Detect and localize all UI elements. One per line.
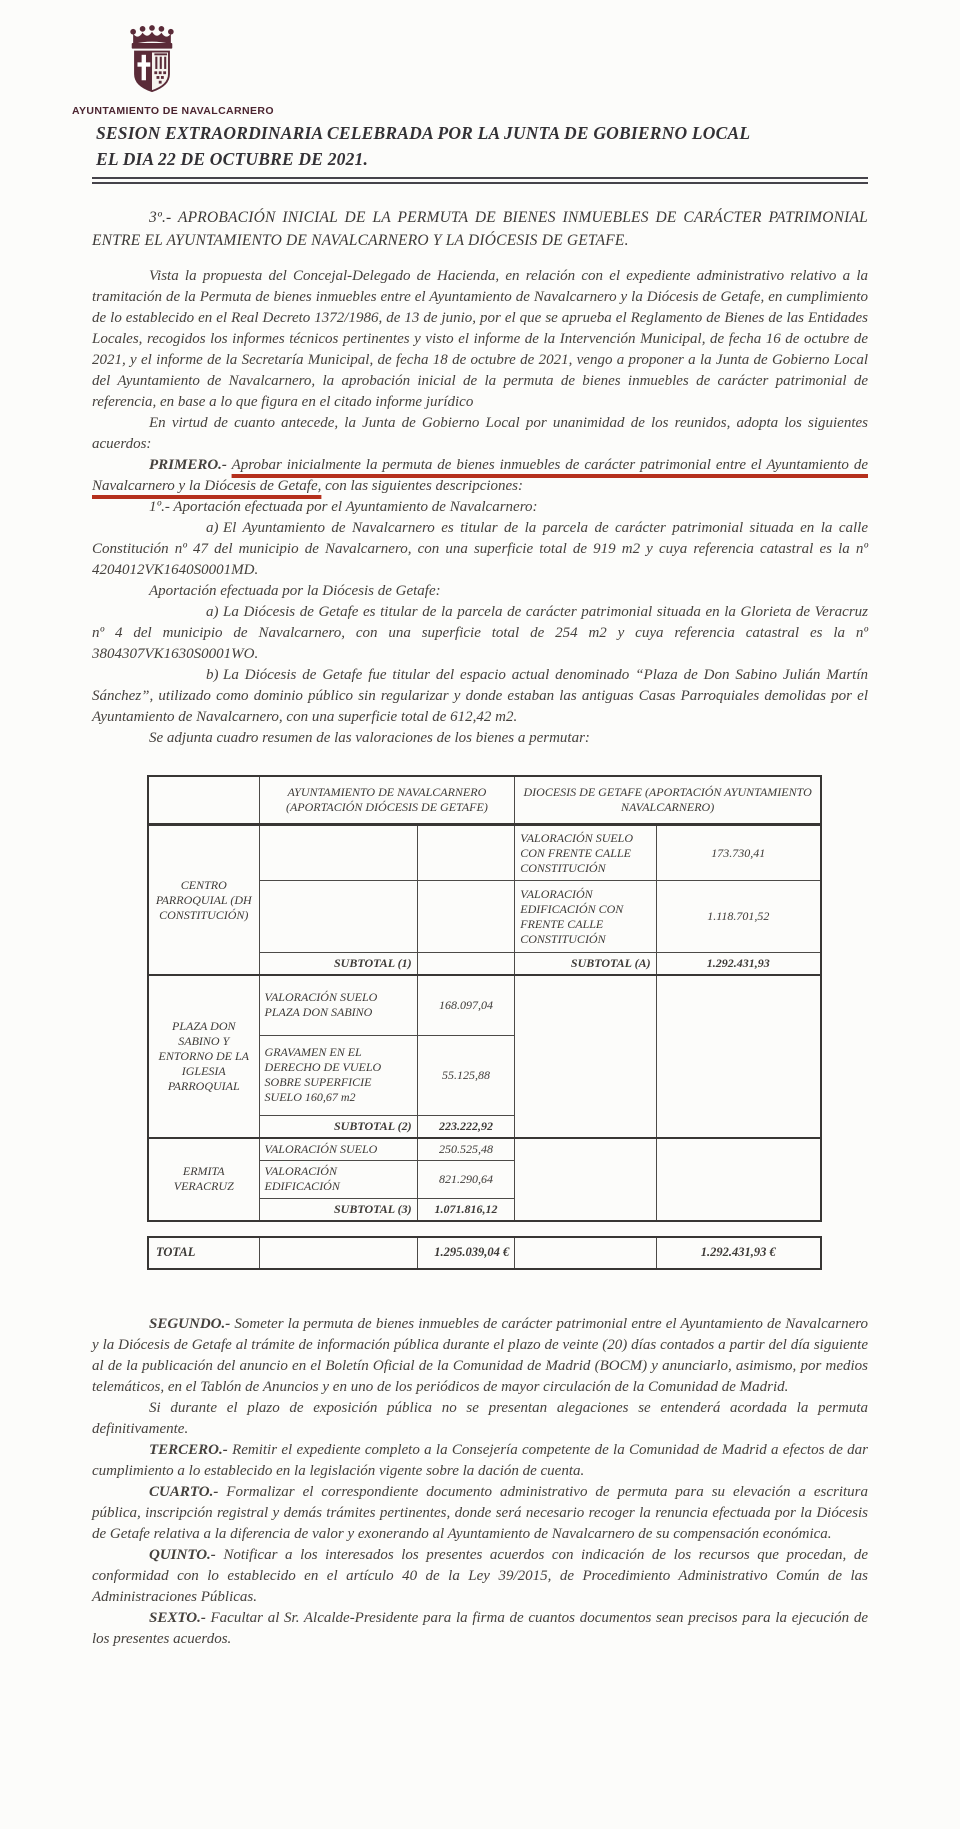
value-cell: 173.730,41 — [656, 825, 821, 881]
table-row — [148, 975, 821, 1035]
subtotal-value-cell: 223.222,92 — [417, 1115, 515, 1138]
acuerdo-segundo-text: Someter la permuta de bienes inmuebles de carácter patrimonial entre el Ayuntamiento de Navalcarnero y la Diócesis de Getafe al trámite de información pública durante el plazo de veinte (20) días contados a partir del día siguiente al de la publicación del anuncio en el Boletín Oficial de la Comunidad de Madrid (BOCM) y anunciarlo, asimismo, por medios telemáticos, en el Tablón de Anuncios y en uno de los periódicos de mayor circulación de la Comunidad de Madrid. — [92, 1315, 869, 1395]
acuerdo-quinto-text: Notificar a los interesados los presentes acuerdos con indicación de los recursos que procedan, de conformidad con lo establecido en el artículo 40 de la Ley 39/2015, de Procedimiento Administrativo Común de las Administraciones Públicas. — [92, 1546, 868, 1605]
row-label-centro-parroquial: CENTRO PARROQUIAL (DH CONSTITUCIÓN) — [148, 825, 259, 976]
item-letter: a) — [206, 520, 219, 536]
total-value-diocesis: 1.292.431,93 € — [656, 1237, 821, 1269]
item-text: El Ayuntamiento de Navalcarnero es titular de la parcela de carácter patrimonial situada en la calle Constitución nº 47 del municipio de Navalcarnero, con una superficie total de 919 m2 y cuya referencia catastral es la nº 4204012VK1640S0001MD. — [92, 520, 868, 578]
table-row — [148, 1138, 821, 1161]
subtotal-value-cell: 1.292.431,93 — [656, 953, 821, 976]
value-cell — [417, 881, 515, 953]
value-cell: 1.118.701,52 — [656, 881, 821, 953]
total-value-ayuntamiento: 1.295.039,04 € — [417, 1237, 515, 1269]
item-text: La Diócesis de Getafe fue titular del espacio actual denominado “Plaza de Don Sabino Julián Martín Sánchez”, utilizado como dominio público sin regularizar y donde estaban las antiguas Casas Parroquiales demolidas por el Ayuntamiento de Navalcarnero, con una superficie total de 612,42 m2. — [92, 667, 868, 725]
col-header-ayuntamiento: AYUNTAMIENTO DE NAVALCARNERO (APORTACIÓN DIÓCESIS DE GETAFE) — [259, 776, 515, 825]
acuerdo-quinto-lead: QUINTO.- — [149, 1546, 216, 1563]
acuerdo-tercero — [92, 1440, 868, 1482]
agenda-item-heading: 3º.- APROBACIÓN INICIAL DE LA PERMUTA DE BIENES INMUEBLES DE CARÁCTER PATRIMONIAL ENTRE EL AYUNTAMIENTO DE NAVALCARNERO Y LA DIÓCESIS DE GETAFE. — [92, 209, 868, 249]
subtotal-label-cell: SUBTOTAL (1) — [259, 953, 417, 976]
empty-cell — [656, 1138, 821, 1221]
table-header-row — [148, 776, 821, 825]
acuerdo-tercero-text: Remitir el expediente completo a la Consejería competente de la Comunidad de Madrid a efectos de dar cumplimiento a lo establecido en la legislación vigente sobre la dación de cuenta. — [92, 1441, 868, 1479]
aportacion-ayuntamiento-title: 1º.- Aportación efectuada por el Ayuntamiento de Navalcarnero: — [149, 499, 538, 515]
session-title — [96, 120, 868, 172]
value-cell: 168.097,04 — [417, 975, 515, 1035]
corner-cell — [148, 776, 259, 825]
acuerdo-sexto-lead: SEXTO.- — [149, 1609, 206, 1626]
municipality-logo — [72, 22, 274, 117]
aportacion-ayuntamiento-item-a — [92, 518, 868, 581]
paragraph-vista-propuesta: Vista la propuesta del Concejal-Delegado de Hacienda, en relación con el expediente administrativo relativo a la tramitación de la Permuta de bienes inmuebles entre el Ayuntamiento de Navalcarnero y la Diócesis de Getafe, en cumplimiento de lo establecido en el Real Decreto 1372/1986, de 13 de junio, por el que se aprueba el Reglamento de Bienes de las Entidades Locales, recogidos los informes técnicos pertinentes y visto el informe de la Intervención Municipal, de fecha 16 de octubre de 2021, y el informe de la Secretaría Municipal, de fecha 18 de octubre de 2021, vengo a proponer a la Junta de Gobierno Local del Ayuntamiento de Navalcarnero, la aprobación inicial de la permuta de bienes inmuebles de carácter patrimonial de referencia, en base a lo que figura en el citado informe jurídico — [92, 268, 868, 410]
acuerdo-segundo — [92, 1314, 868, 1398]
acuerdo-segundo-lead: SEGUNDO.- — [149, 1315, 231, 1332]
subtotal-value-cell: 1.071.816,12 — [417, 1198, 515, 1221]
concept-cell: VALORACIÓN EDIFICACIÓN — [259, 1160, 417, 1198]
total-table — [147, 1236, 822, 1270]
municipal-crest-icon — [119, 22, 185, 103]
subtotal-value-cell — [417, 953, 515, 976]
valuation-table — [147, 775, 822, 1222]
value-cell: 821.290,64 — [417, 1160, 515, 1198]
concept-cell: VALORACIÓN SUELO PLAZA DON SABINO — [259, 975, 417, 1035]
municipality-name: AYUNTAMIENTO DE NAVALCARNERO — [72, 105, 274, 117]
value-cell — [417, 825, 515, 881]
empty-cell — [259, 1237, 417, 1269]
acuerdo-cuarto-lead: CUARTO.- — [149, 1483, 219, 1500]
empty-cell — [515, 1237, 656, 1269]
acuerdo-cuarto — [92, 1482, 868, 1545]
resolutions-section — [92, 1314, 868, 1650]
concept-cell — [259, 881, 417, 953]
session-title-line2: EL DIA 22 DE OCTUBRE DE 2021. — [96, 149, 369, 169]
acuerdo-cuarto-text: Formalizar el correspondiente documento administrativo de permuta para su elevación a escritura pública, inscripción registral y demás trámites pertinentes, donde será necesario recoger la renuncia efectuada por la Diócesis de Getafe relativa a la diferencia de valor y exonerando al Ayuntamiento de Navalcarnero de su compensación económica. — [92, 1483, 868, 1542]
col-header-diocesis: DIOCESIS DE GETAFE (APORTACIÓN AYUNTAMIENTO NAVALCARNERO) — [515, 776, 821, 825]
subtotal-label-cell: SUBTOTAL (3) — [259, 1198, 417, 1221]
acuerdo-primero-lead: PRIMERO.- — [149, 457, 227, 473]
row-label-ermita-veracruz: ERMITA VERACRUZ — [148, 1138, 259, 1221]
acuerdo-primero-underlined-text: Aprobar inicialmente la permuta de bienes inmuebles de carácter patrimonial entre el Ayuntamiento de Navalcarnero y la Diócesis de Getafe, — [92, 457, 868, 494]
value-cell: 55.125,88 — [417, 1035, 515, 1115]
paragraph-se-adjunta: Se adjunta cuadro resumen de las valoraciones de los bienes a permutar: — [149, 730, 590, 746]
aportacion-diocesis-item-a — [92, 602, 868, 665]
acuerdo-primero — [92, 455, 868, 497]
subtotal-label-cell: SUBTOTAL (2) — [259, 1115, 417, 1138]
row-label-plaza-don-sabino: PLAZA DON SABINO Y ENTORNO DE LA IGLESIA PARROQUIAL — [148, 975, 259, 1138]
item-text: La Diócesis de Getafe es titular de la parcela de carácter patrimonial situada en la Glorieta de Veracruz nº 4 del municipio de Navalcarnero, con una superficie total de 254 m2 y cuya referencia catastral es la nº 3804307VK1630S0001WO. — [92, 604, 868, 662]
total-row — [148, 1237, 821, 1269]
subtotal-label-cell: SUBTOTAL (A) — [515, 953, 656, 976]
empty-cell — [515, 1138, 656, 1221]
aportacion-diocesis-title: Aportación efectuada por la Diócesis de Getafe: — [149, 583, 441, 599]
concept-cell: GRAVAMEN EN EL DERECHO DE VUELO SOBRE SUPERFICIE SUELO 160,67 m2 — [259, 1035, 417, 1115]
paragraph-en-virtud: En virtud de cuanto antecede, la Junta de Gobierno Local por unanimidad de los reunidos, adopta los siguientes acuerdos: — [92, 415, 868, 452]
acuerdo-primero-tail: con las siguientes descripciones: — [321, 478, 524, 494]
aportacion-diocesis-item-b — [92, 665, 868, 728]
acuerdo-quinto — [92, 1545, 868, 1608]
session-title-line1: SESION EXTRAORDINARIA CELEBRADA POR LA JUNTA DE GOBIERNO LOCAL — [96, 123, 751, 143]
acuerdo-sexto-text: Facultar al Sr. Alcalde-Presidente para la firma de cuantos documentos sean precisos para la ejecución de los presentes acuerdos. — [92, 1609, 868, 1647]
title-double-rule — [92, 177, 868, 184]
acuerdo-sexto — [92, 1608, 868, 1650]
concept-cell: VALORACIÓN SUELO — [259, 1138, 417, 1161]
value-cell: 250.525,48 — [417, 1138, 515, 1161]
total-label-cell: TOTAL — [148, 1237, 259, 1269]
table-row — [148, 825, 821, 881]
empty-cell — [656, 975, 821, 1138]
empty-cell — [515, 975, 656, 1138]
acuerdo-tercero-lead: TERCERO.- — [149, 1441, 228, 1458]
concept-cell: VALORACIÓN SUELO CON FRENTE CALLE CONSTITUCIÓN — [515, 825, 656, 881]
concept-cell — [259, 825, 417, 881]
paragraph-si-durante: Si durante el plazo de exposición pública no se presentan alegaciones se entenderá acordada la permuta definitivamente. — [92, 1399, 868, 1437]
item-letter: b) — [206, 667, 219, 683]
item-letter: a) — [206, 604, 219, 620]
concept-cell: VALORACIÓN EDIFICACIÓN CON FRENTE CALLE CONSTITUCIÓN — [515, 881, 656, 953]
